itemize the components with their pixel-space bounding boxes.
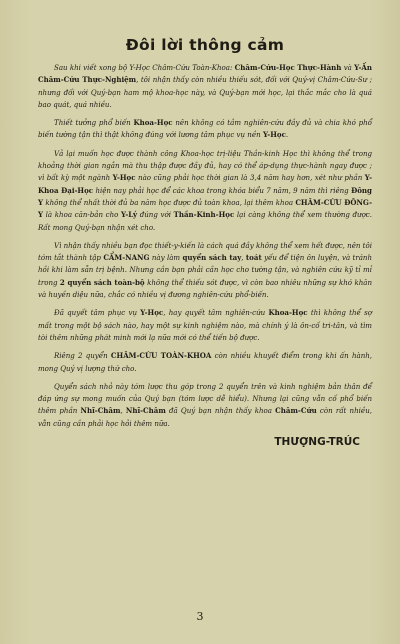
paragraph-text: không thể thiếu sót được, vì còn bao nhiêu những sự khó khăn và huyền diệu nữa, chắc có nhiều vị đương nghiên-cứu phổ-biến. (38, 277, 372, 300)
paragraph-text: thì không thể sợ mất trong một bộ sách nào, hay một sự kinh nghiệm nào, mà chính ý là ôn-cố tri-tân, và tìm tòi thêm những phát minh mới lạ nữa mới có thể tiến bộ được. (38, 308, 372, 342)
body-paragraph (38, 307, 372, 344)
bold-term: Y-Học (112, 173, 136, 183)
paragraph-text: Đã quyết tâm phục vụ (54, 308, 141, 318)
paragraph-text: và (341, 63, 355, 72)
page-title: Đôi lời thông cảm (125, 36, 285, 54)
paragraph-text: Sau khi viết xong bộ Y-Học Châm-Cứu Toàn-Khoa: (54, 63, 235, 72)
paragraph-text: này làm (149, 253, 183, 263)
bold-term: Đông Y (38, 185, 372, 207)
paragraph-text: yếu để tiện ôn luyện, và tránh hồi khi làm sẵn trị bệnh. Nhưng cần bạn phải cần học cho tường tận, và nghiên cứu kỹ tỉ mỉ trong (38, 253, 373, 287)
paragraph-text: lại càng không thể xem thường được. Rất mong Quý-bạn nhận xét cho. (38, 210, 372, 232)
paragraph-text: , tôi nhận thấy còn nhiều thiếu sót, đối với Quý-vị Châm-Cứu-Sư ; nhưng đối với Quý-bạn ham mộ khoa-học này, và Quý-bạn mới học, lại thắc mắc cho là quá bao quát, quá nhiều. (38, 75, 372, 109)
paragraph-text: Vì nhận thấy nhiều bạn đọc thiết-y-kiến là cách quá đầy không thể xem hết được, nên tôi tóm tắt thành tập (38, 240, 372, 263)
paragraph-text: còn rất nhiều, vẫn cũng cần phải học hỏi thêm nữa. (38, 406, 372, 428)
body-paragraph (38, 62, 372, 111)
paragraph-text: hiện nay phải học để các khoa trong khóa biểu 7 năm, 9 năm thì riêng (93, 185, 352, 195)
bold-term: Y-Lý (121, 210, 138, 220)
paragraph-text: đúng với (137, 210, 174, 220)
bold-term: quyển sách tay (182, 253, 242, 263)
bold-term: Y-Khoa Đại-Học (38, 173, 372, 195)
bold-term: 2 quyển sách toàn-bộ (59, 277, 145, 287)
body-paragraph (38, 240, 372, 301)
bold-term: CHÂM-CỨU TOÀN-KHOA (110, 351, 212, 361)
paragraph-text: nên không có tầm nghiên-cứu đầy đủ và chia khó phổ biến tường tận thì thật không đúng với lương tâm phục vụ nền (38, 118, 372, 140)
bold-term: Châm-Cứu (275, 406, 317, 416)
bold-term: Y-Ấn Châm-Cứu Thực-Nghiệm (38, 63, 372, 85)
paragraph-text: Thiết tưởng phổ biến (54, 118, 134, 128)
body-paragraph (38, 117, 372, 142)
body-paragraph (38, 350, 372, 375)
bold-term: CHÂM-CỨU ĐÔNG-Y (38, 197, 373, 220)
paragraph-text: còn nhiều khuyết điểm trong khi ấn hành, mong Quý vị lượng thứ cho. (38, 351, 373, 373)
paragraph-text: là khoa căn-bản cho (43, 210, 122, 220)
bold-term: Y-Học (262, 130, 286, 140)
bold-term: Nhĩ-Châm (80, 406, 121, 416)
bold-term: Y-Học (140, 308, 164, 318)
paragraph-text: , (120, 406, 126, 416)
bold-term: Khoa-Học (133, 118, 173, 128)
paragraph-text: Riêng 2 quyển (54, 351, 111, 361)
paragraph-text: , (241, 253, 246, 263)
paragraph-text: . (285, 130, 289, 140)
bold-term: toát (245, 253, 262, 263)
signature: THƯỢNG-TRÚC (274, 436, 360, 449)
body-paragraph (38, 148, 372, 234)
body-paragraph (38, 381, 372, 430)
document-body (38, 62, 372, 430)
paragraph-text: , hay quyết tâm nghiên-cứu (163, 308, 269, 318)
bold-term: Nhĩ-Châm (125, 406, 166, 416)
paragraph-text: không thể nhất thời đủ ba năm học được đủ toàn khoa, lại thêm khoa (43, 197, 296, 207)
bold-term: Thần-Kinh-Học (173, 210, 235, 220)
paragraph-text: nào cũng phải học thời gian là 3,4 năm hay hơn, xét như phần (135, 173, 365, 183)
bold-term: Khoa-Học (268, 308, 308, 318)
bold-term: CẨM-NANG (103, 253, 150, 263)
page-number: 3 (196, 610, 204, 623)
paragraph-text: Vả lại muốn học được thành công Khoa-học trị-liệu Thần-kinh Học thì không thể trong khoảng thời gian ngắn mà thu thập được đầy đủ, hay có thể áp-dụng thực-hành ngay được ; vì bất kỳ một ngành (38, 148, 372, 183)
paragraph-text: Quyển sách nhỏ này tóm lược thu góp trong 2 quyển trên và kinh nghiệm bản thân để đáp ứng sự mong muốn của Quý bạn (tóm lược dễ hiểu). Nhưng lại cũng vẫn cố phổ biến thêm phần (38, 381, 372, 416)
paragraph-text: đã Quý bạn nhận thấy khoa (165, 406, 276, 416)
bold-term: Châm-Cứu-Học Thực-Hành (234, 63, 342, 72)
